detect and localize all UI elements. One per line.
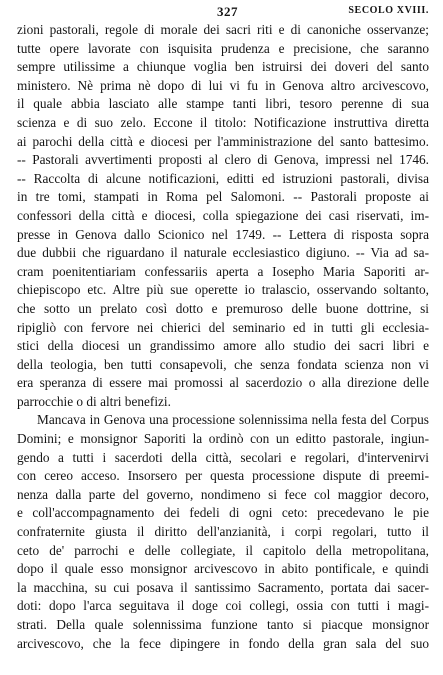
text-line: strati. Della quale solennissima funzione tanto si piacque monsignor: [17, 617, 429, 632]
text-line: stici della diocesi un grandissimo amore allo studio dei sacri libri e: [17, 338, 429, 354]
page-number: 327: [217, 4, 238, 19]
text-line: due dubbii che riguardano il naturale ecclesiastico digiuno. -- Via ad sa-: [17, 245, 429, 261]
text-line: scienza e di suo zelo. Eccone il titolo: Notificazione instruttiva diretta: [17, 114, 429, 130]
text-line: il quale abbia lasciato alle stampe tanti libri, tesoro perenne di sua: [17, 96, 429, 112]
text-line: era speranza di essere mai promossi al sacerdozio o alla direzione delle: [17, 375, 429, 391]
text-line: tutte opere lavorate con isquisita prudenza e precisione, che saranno: [17, 40, 429, 56]
text-line: sempre utilissime a chiunque voglia ben istruirsi dei doveri del santo: [17, 59, 429, 75]
text-line: parrocchie o di altri benefizi.: [17, 393, 171, 409]
text-line: ceto de' parrochi e delle collegiate, il capitolo della metropolitana,: [17, 542, 429, 558]
text-line: presse in Genova dallo Scionico nel 1749. -- Lettera di risposta sopra: [17, 226, 429, 242]
text-line: in tre tomi, stampati in Roma pel Salomoni. -- Pastorali proposte ai: [17, 189, 429, 205]
body-text: [17, 21, 429, 653]
text-line: confraternite giusta il diritto dell'anzianità, i corpi regolari, tutto il: [17, 524, 429, 540]
text-line: arcivescovo, che la fece dipingere in fondo della gran sala del suo: [17, 635, 429, 651]
text-line: Mancava in Genova una processione solennissima nella festa del Corpus: [37, 412, 429, 428]
text-line: gendo a tutti i sacerdoti della città, secolari e regolari, d'intervenirvi: [17, 449, 429, 465]
text-line: doti: dopo l'arca seguitava il doge coi collegi, ossia con tutti i magi-: [17, 598, 429, 614]
paragraph-1: [17, 21, 429, 411]
text-line: ai parochi della città e diocesi per l'amministrazione del santo battesimo.: [17, 133, 429, 149]
paragraph-2: [17, 411, 429, 653]
text-line: della teologia, ben tutti consapevoli, che senza fondata scienza non vi: [17, 356, 429, 372]
text-line: chiepiscopo etc. Altre più sue operette io tralascio, osservando soltanto,: [17, 282, 429, 298]
text-line: Domini; e monsignor Saporiti la ordinò con un editto pastorale, ingiun-: [17, 431, 429, 447]
text-line: la macchina, su cui posava il santissimo Sacramento, portata dai sacer-: [17, 579, 429, 595]
text-line: ministero. Nè prima nè dopo di lui vi fu in Genova altro arcivescovo,: [17, 77, 429, 93]
section-label: SECOLO XVIII.: [348, 5, 429, 16]
text-line: -- Raccolta di alcune notificazioni, editti ed istruzioni pastorali, divisa: [17, 170, 429, 186]
text-line: -- Pastorali avvertimenti proposti al clero di Genova, impressi nel 1746.: [17, 152, 429, 168]
text-line: ripigliò con fervore nei chierici del seminario ed in tutti gli ecclesia-: [17, 319, 429, 335]
text-line: confessori della città e diocesi, colla spiegazione dei casi riservati, im-: [17, 207, 429, 223]
text-line: con cereo acceso. Insorsero per questa processione dispute di preemi-: [17, 468, 429, 484]
running-head: [17, 4, 429, 21]
text-line: e coll'accompagnamento dei fedeli di ogni ceto: precedevano le pie: [17, 505, 429, 521]
text-line: zioni pastorali, regole di morale dei sacri riti e di canoniche osservanze;: [17, 22, 429, 37]
text-line: nenza dalla parte del governo, nondimeno si fece col maggior decoro,: [17, 486, 429, 502]
text-line: dopo il quale esso monsignor arcivescovo in abito pontificale, e quindi: [17, 561, 429, 577]
text-line: che sotto un prelato così dotto e premuroso delle buone dottrine, si: [17, 300, 429, 316]
text-line: cram poenitentiariam confessariis aperta a Iosepho Maria Saporiti ar-: [17, 263, 429, 279]
